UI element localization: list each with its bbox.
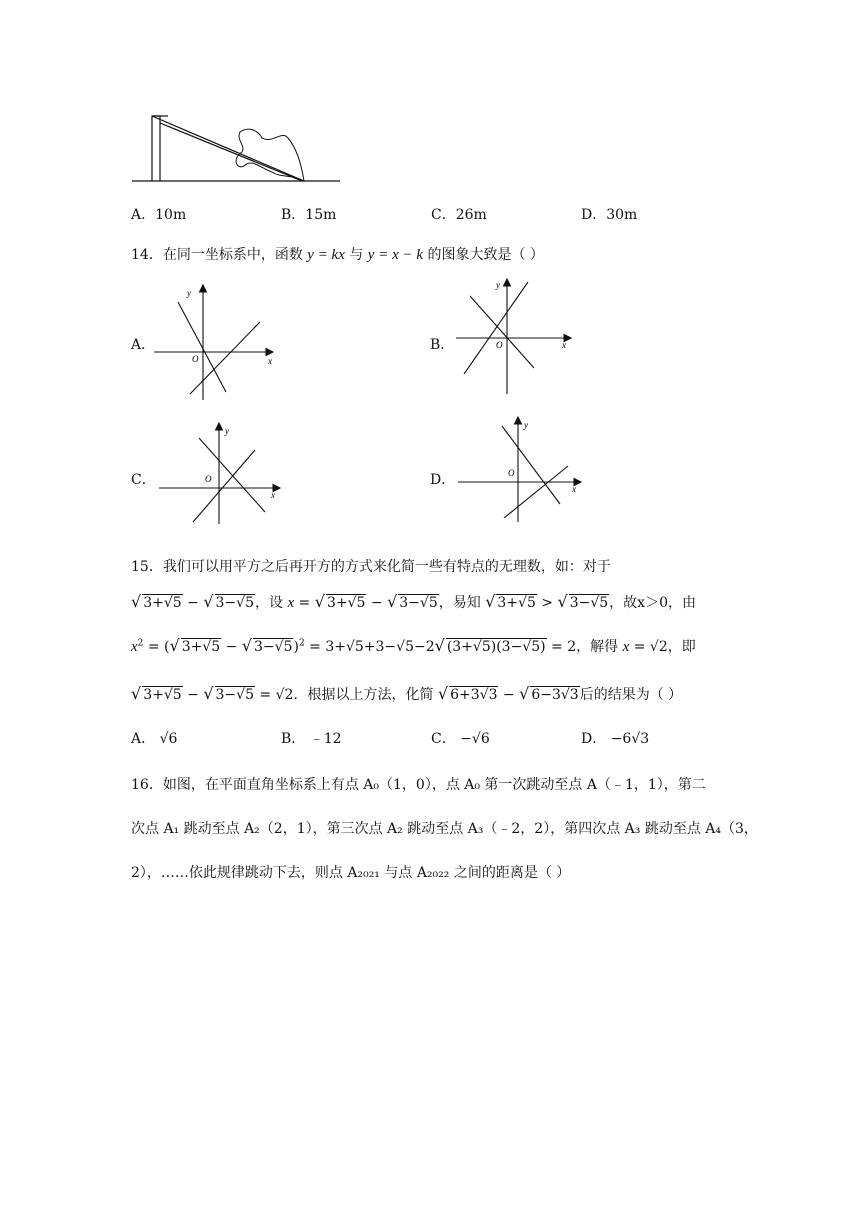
q14-option-a[interactable]: A． <box>131 337 156 353</box>
q16-line2: 次点 A₁ 跳动至点 A₂（2，1），第三次点 A₂ 跳动至点 A₃（﹣2，2），第四次点 A₃ 跳动至点 A₄（3， <box>131 821 758 837</box>
q14-graph-a-origin: O <box>192 354 199 364</box>
q14-graph-c[interactable] <box>155 420 285 526</box>
q14-graph-d-y-label: y <box>524 420 528 430</box>
q14-graph-b-x-label: x <box>562 340 566 350</box>
q14-graph-b[interactable] <box>452 276 576 400</box>
q14-graph-b-origin: O <box>496 340 503 350</box>
q13-option-c[interactable]: C．26m <box>431 207 487 223</box>
q14-option-c[interactable]: C． <box>131 472 156 488</box>
q15-option-a[interactable]: A． √6 <box>131 731 178 747</box>
q15-line4: √ 3+√5 − √ 3−√5 = √2．根据以上方法，化简 √ 6+3√3 − √ 6−3√3后的结果为（ ） <box>131 684 683 703</box>
q14-option-d[interactable]: D． <box>430 472 456 488</box>
q14-graph-a-y-label: y <box>187 288 191 298</box>
q15-line1: 15．我们可以用平方之后再开方的方式来化简一些有特点的无理数，如：对于 <box>131 559 611 575</box>
q16-line1: 16．如图，在平面直角坐标系上有点 A₀（1，0），点 A₀ 第一次跳动至点 A（﹣1，1），第二 <box>131 777 706 793</box>
q13-option-d[interactable]: D．30m <box>581 207 638 223</box>
q13-ladder-figure <box>132 108 342 186</box>
q15-line2: √ 3+√5 − √ 3−√5，设 x = √ 3+√5 − √ 3−√5，易知 √ 3+√5 > √ 3−√5，故x＞0，由 <box>131 592 696 611</box>
q13-option-b[interactable]: B．15m <box>281 207 337 223</box>
q14-graph-c-y-label: y <box>225 426 229 436</box>
q14-graph-a[interactable] <box>150 282 280 404</box>
q14-graph-c-x-label: x <box>271 490 275 500</box>
q15-line3: $x^2$ = (√ 3+√5 − √ 3−√5)$^2$ = 3+√5+3−√5−2√ (3+√5)(3−√5) = 2，解得 x = √2，即 <box>131 636 696 655</box>
q13-option-a[interactable]: A．10m <box>131 207 187 223</box>
q15-option-b[interactable]: B． ﹣12 <box>281 731 342 747</box>
q14-stem: 14．在同一坐标系中，函数 y = kx 与 y = x − k 的图象大致是（ ） <box>131 247 544 263</box>
q14-graph-b-y-label: y <box>496 280 500 290</box>
q16-line3: 2），……依此规律跳动下去，则点 A₂₀₂₁ 与点 A₂₀₂₂ 之间的距离是（ ） <box>131 865 571 881</box>
q15-option-d[interactable]: D． −6√3 <box>581 731 650 747</box>
q15-option-c[interactable]: C． −√6 <box>431 731 490 747</box>
q14-option-b[interactable]: B． <box>430 337 455 353</box>
q14-graph-d-x-label: x <box>572 484 576 494</box>
q14-graph-c-origin: O <box>205 474 212 484</box>
q14-graph-d-origin: O <box>508 468 515 478</box>
q14-graph-a-x-label: x <box>268 356 272 366</box>
q14-graph-d[interactable] <box>456 414 586 524</box>
